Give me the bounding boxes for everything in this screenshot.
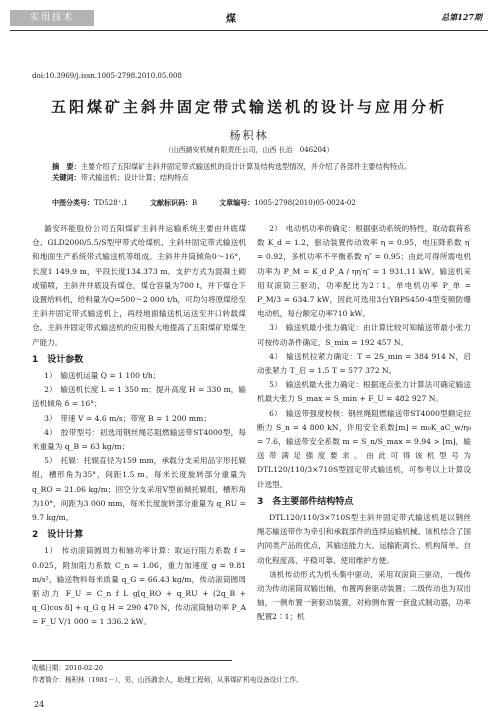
param-4: 4） 胶带型号：初选用钢丝绳芯阻燃输送带ST4000型，每米重量为 q_B = 63 kg/m； bbox=[32, 427, 246, 452]
clc-value: TD528⁺.1 bbox=[94, 199, 129, 207]
right-column bbox=[257, 222, 471, 625]
keywords-label: 关键词： bbox=[52, 173, 81, 183]
calc-2: 2） 电动机功率的确定：根据驱动系统的特性，取动载荷系数 K_d = 1.2，驱动装置传动效率 η = 0.95，电压降系数 η′ = 0.92，多机功率不平衡系数 η″ = 0.95；由此可得所需电机功率为 P_M = K_d P_A / ηη′η″ = 1 931.11 kW。输送机采用双滚筒三驱动，功率配比为2∶1。单电机功率 P_单 = P_M/3 = 634.7 kW，因此可选用3台YBPS450-4型变频防爆电动机，每台额定功率710 kW。 bbox=[257, 224, 471, 319]
structure-paragraph-1: DTL120/110/3×710S型主斜井固定带式输送机是以钢丝绳芯输送带作为牵引和承载部件的连续运输机械。该机结合了国内同类产品的优点，其输送能力大、运输距离长、机构简单、自动化程度高、平稳可靠、使用维护方便。 bbox=[257, 513, 471, 565]
doi: doi:10.3969/j.issn.1005-2798.2010.05.008 bbox=[32, 72, 182, 80]
header-rule bbox=[10, 30, 488, 31]
author-bio: 作者简介：杨积林（1981－），男，山西潞余人，助理工程师，从事煤矿机电设备设计工作。 bbox=[32, 676, 303, 684]
section-heading-2: 2 设计计算 bbox=[32, 530, 84, 541]
doc-code bbox=[150, 198, 197, 208]
section-heading-3: 3 各主要部件结构特点 bbox=[257, 496, 354, 507]
param-5: 5） 托辊：托辊直径为159 mm，承载分支采用品字形托辊组，槽形角为35°，间距1.5 m，每米长度旋转部分重量为 q_RO = 21.06 kg/m；回空分支采用V型前倾托辊组，槽形角为10°，间距为3 000 mm，每米长度旋转部分重量为 q_RU = 9.7 kg/m。 bbox=[32, 456, 246, 523]
param-3: 3） 带速 V = 4.6 m/s；带宽 B = 1 200 mm； bbox=[44, 413, 211, 423]
author: 杨积林 bbox=[229, 129, 269, 142]
calc-6: 6） 输送带强度校核：钢丝绳阻燃输送带ST4000型额定拉断力 S_n = 4 800 kN，许用安全系数[m] = m₀K_aC_w/η₀ = 7.6，输送带安全系数 m = S_n/S_max = 9.94 > [m]，输送带满足强度要求。由此可得该机型号为DTL120/110/3×710S型固定带式输送机，可参考以上计算设计选型。 bbox=[257, 408, 471, 489]
calc-3: 3） 输送机最小张力确定：由计算比较可知输送带最小张力可按传动条件确定，S_min = 192 457 N。 bbox=[257, 323, 471, 347]
article-label: 文章编号： bbox=[219, 199, 255, 207]
doc-code-value: B bbox=[192, 199, 198, 207]
page-number: 24 bbox=[34, 700, 45, 709]
calc-4: 4） 输送机拉紧力确定：T = 2S_min = 384 914 N，启动张紧力 T_启 = 1.5 T = 577 372 N。 bbox=[257, 351, 471, 376]
keywords bbox=[52, 172, 452, 183]
doc-code-label: 文献标识码： bbox=[150, 199, 193, 207]
calc-1: 1） 传动滚筒圆周力和轴功率计算：取运行阻力系数 f = 0.025，附加阻力系数 C_n = 1.06，重力加速度 g = 9.81 m/s²，输送物料每米质量 q_G = 66.43 kg/m，传动滚筒圆周驱动力 F_U = C_n f L g[q_RO + q_RU + (2q_B + q_G)cos δ] + q_G g H = 290 470 N，传动滚筒轴功率 P_A = F_U V/1 000 = 1 336.2 kW。 bbox=[32, 546, 246, 627]
left-column bbox=[32, 222, 246, 630]
column-tag: 实用技术 bbox=[10, 10, 94, 26]
calc-5: 5） 输送机最大张力确定：根据逐点张力计算法可确定输送机最大张力 S_max = S_min + F_U = 482 927 N。 bbox=[257, 380, 471, 404]
footnote-rule bbox=[32, 660, 232, 661]
section-heading-1: 1 设计参数 bbox=[32, 354, 84, 365]
abstract-label: 摘 要： bbox=[52, 162, 81, 171]
issue-label: 总第127期 bbox=[441, 12, 482, 22]
keywords-text: 带式输送机；设计计算；结构特点 bbox=[80, 173, 189, 183]
footnote bbox=[32, 662, 472, 686]
article-value: 1005-2798(2010)05-0024-02 bbox=[254, 199, 356, 207]
param-1: 1） 输送机运量 Q = 1 100 t/h； bbox=[44, 371, 161, 381]
abstract-text: 主要介绍了五阳煤矿主斜井固定带式输送机的设计计算及结构选型情况，并介绍了各部件主要结构特点。 bbox=[80, 162, 412, 171]
classification-row bbox=[52, 198, 472, 208]
intro-paragraph: 潞安环能股份公司五阳煤矿主斜井运输系统主要由井底煤仓、GLD2000/5.5/S型甲带式给煤机、主斜井固定带式输送机和地面生产系统带式输送机等组成。主斜井井筒倾角0～16°，长度1 149.9 m，平段长度134.373 m。支护方式为混凝土砌或锚喷，主斜井井底设有煤仓，煤仓容量为700 t，井下煤仓下设置给料机，给料量为Q=500～2 000 t/h，可均匀将原煤给至主斜井固定带式输送机上，再经地面输送机运送至井口转载煤仓。主斜井固定带式输送机的应用极大地提高了五阳煤矿原煤生产能力。 bbox=[32, 224, 246, 347]
param-2: 2） 输送机长度 L = 1 350 m；提升高度 H = 330 m，输送机倾角 δ = 16°； bbox=[32, 385, 246, 409]
article-title: 五阳煤矿主斜井固定带式输送机的设计与应用分析 bbox=[50, 98, 447, 116]
received-date: 收稿日期：2010-02-20 bbox=[32, 664, 103, 672]
structure-paragraph-2: 该机传动形式为机头集中驱动，采用双滚筒三驱动，一级传动为传动滚筒双输出轴，布置两套驱动装置；二级传动也为双出轴，一侧布置一套驱动装置，对称侧布置一套盘式制动器，功率配置2∶1；机 bbox=[257, 569, 471, 622]
abstract-block bbox=[52, 161, 452, 183]
abstract bbox=[52, 161, 452, 172]
article-number bbox=[219, 198, 356, 208]
affiliation: （山西潞安机械有限责任公司，山西 长治 046204） bbox=[164, 146, 334, 154]
clc-code bbox=[52, 198, 128, 208]
clc-label: 中图分类号： bbox=[52, 199, 94, 207]
journal-mark: 煤 bbox=[226, 14, 236, 25]
